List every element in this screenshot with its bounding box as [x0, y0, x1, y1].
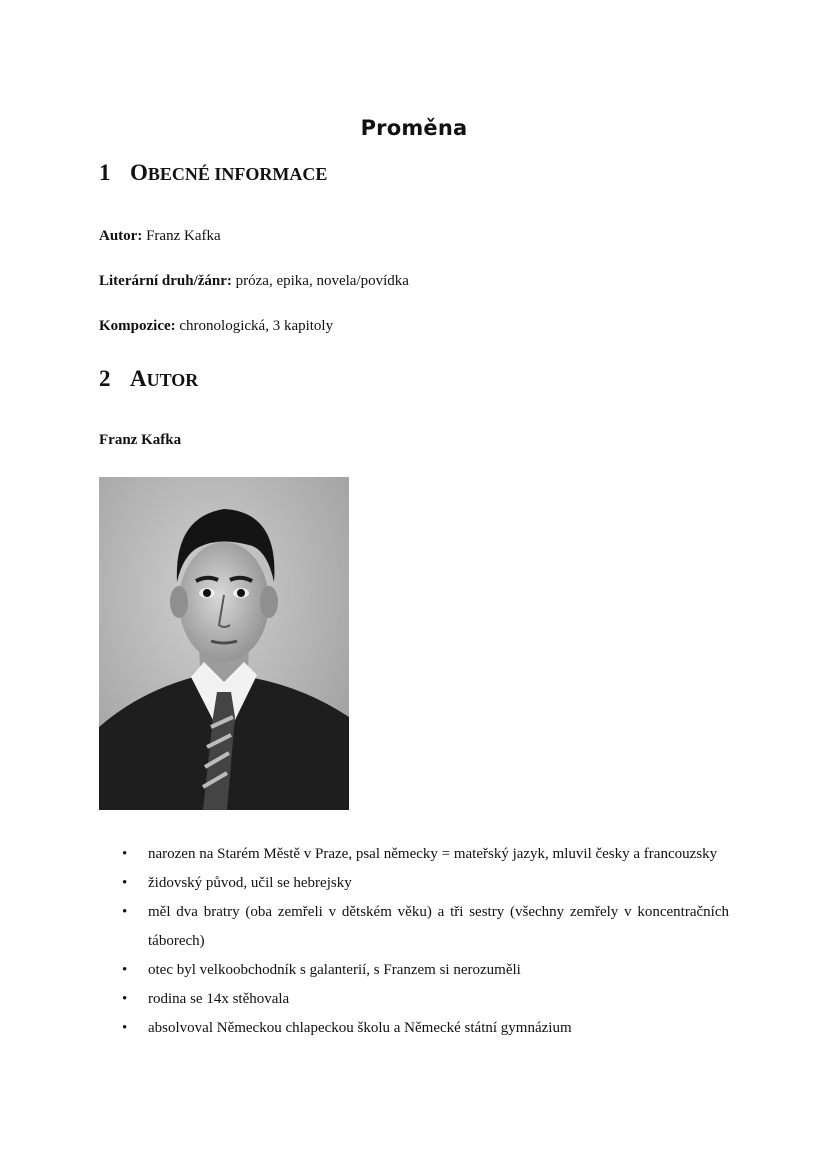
field-author: [99, 228, 221, 245]
field-label: Autor:: [99, 228, 143, 244]
field-composition: [99, 318, 333, 335]
author-facts-list: [122, 840, 729, 1043]
section-number: 2: [99, 366, 111, 391]
field-value: próza, epika, novela/povídka: [231, 273, 409, 289]
list-item: • otec byl velkoobchodník s galanterií, s Franzem si nerozuměli: [122, 956, 729, 985]
list-item: • absolvoval Německou chlapeckou školu a Německé státní gymnázium: [122, 1014, 729, 1043]
list-item: • narozen na Starém Městě v Praze, psal německy = mateřský jazyk, mluvil česky a francouzsky: [122, 840, 729, 869]
bullet-icon: •: [122, 904, 128, 920]
field-value: Franz Kafka: [142, 228, 221, 244]
section-number: 1: [99, 160, 111, 185]
field-label: Kompozice:: [99, 318, 176, 334]
bullet-icon: •: [122, 991, 128, 1007]
list-item: • židovský původ, učil se hebrejsky: [122, 869, 729, 898]
list-item: • měl dva bratry (oba zemřeli v dětském věku) a tři sestry (všechny zemřely v koncentračních táborech): [122, 898, 729, 956]
bullet-icon: •: [122, 875, 128, 891]
bullet-icon: •: [122, 1020, 128, 1036]
field-genre: [99, 273, 409, 290]
field-label: Literární druh/žánr:: [99, 273, 232, 289]
section-heading-author: 2 AUTOR: [99, 366, 199, 391]
bullet-icon: •: [122, 962, 128, 978]
field-value: chronologická, 3 kapitoly: [175, 318, 334, 334]
author-name: Franz Kafka: [99, 432, 182, 448]
section-heading-general: 1 OBECNÉ INFORMACE: [99, 160, 328, 185]
list-item: • rodina se 14x stěhovala: [122, 985, 729, 1014]
document-title: Proměna: [360, 116, 468, 140]
bullet-icon: •: [122, 846, 128, 862]
author-portrait: [99, 477, 349, 810]
